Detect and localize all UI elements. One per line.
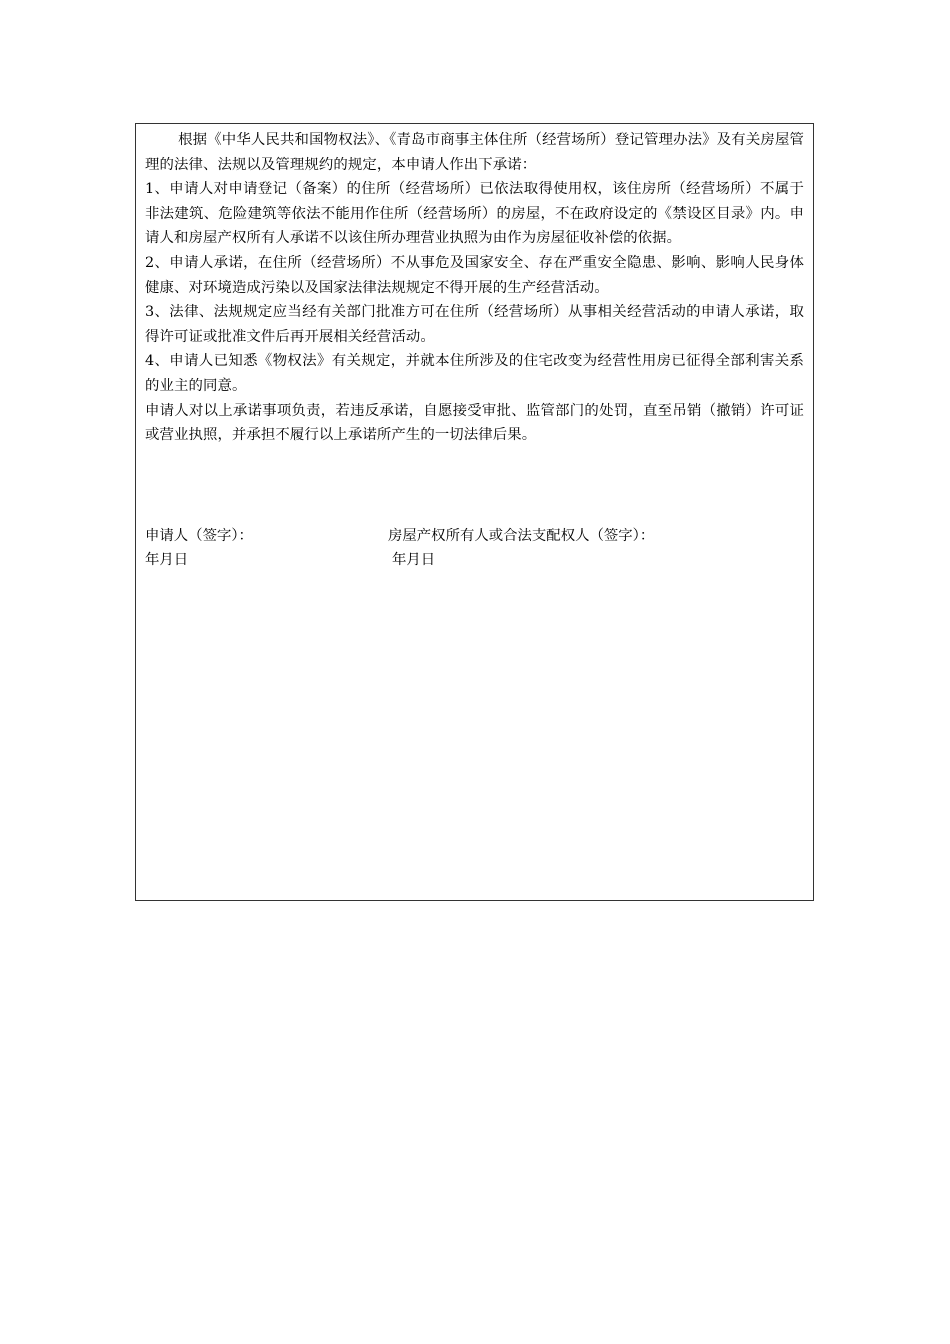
owner-date: 年月日: [392, 552, 436, 568]
signature-area: [145, 524, 805, 572]
applicant-date: 年月日: [145, 552, 189, 568]
signature-label-row: [145, 524, 805, 548]
intro-paragraph: 根据《中华人民共和国物权法》、《青岛市商事主体住所（经营场所）登记管理办法》及有关房屋管理的法律、法规以及管理规约的规定，本申请人作出下承诺：: [145, 132, 804, 173]
commitment-item-1: 1、申请人对申请登记（备案）的住所（经营场所）已依法取得使用权，该住房所（经营场所）不属于非法建筑、危险建筑等依法不能用作住所（经营场所）的房屋，不在政府设定的《禁设区目录》内。申请人和房屋产权所有人承诺不以该住所办理营业执照为由作为房屋征收补偿的依据。: [145, 181, 804, 247]
signature-date-row: [145, 548, 805, 572]
commitment-item-3: 3、法律、法规规定应当经有关部门批准方可在住所（经营场所）从事相关经营活动的申请人承诺，取得许可证或批准文件后再开展相关经营活动。: [145, 304, 804, 345]
commitment-item-4: 4、申请人已知悉《物权法》有关规定，并就本住所涉及的住宅改变为经营性用房已征得全部利害关系的业主的同意。: [145, 353, 804, 394]
commitment-form: [135, 123, 814, 901]
commitment-item-2: 2、申请人承诺，在住所（经营场所）不从事危及国家安全、存在严重安全隐患、影响、影响人民身体健康、对环境造成污染以及国家法律法规规定不得开展的生产经营活动。: [145, 254, 804, 296]
applicant-signature-label: 申请人（签字）：: [145, 528, 253, 544]
closing-paragraph: 申请人对以上承诺事项负责，若违反承诺，自愿接受审批、监管部门的处罚，直至吊销（撤销）许可证或营业执照，并承担不履行以上承诺所产生的一切法律后果。: [145, 402, 804, 444]
owner-signature-label: 房屋产权所有人或合法支配权人（签字）：: [388, 528, 655, 544]
